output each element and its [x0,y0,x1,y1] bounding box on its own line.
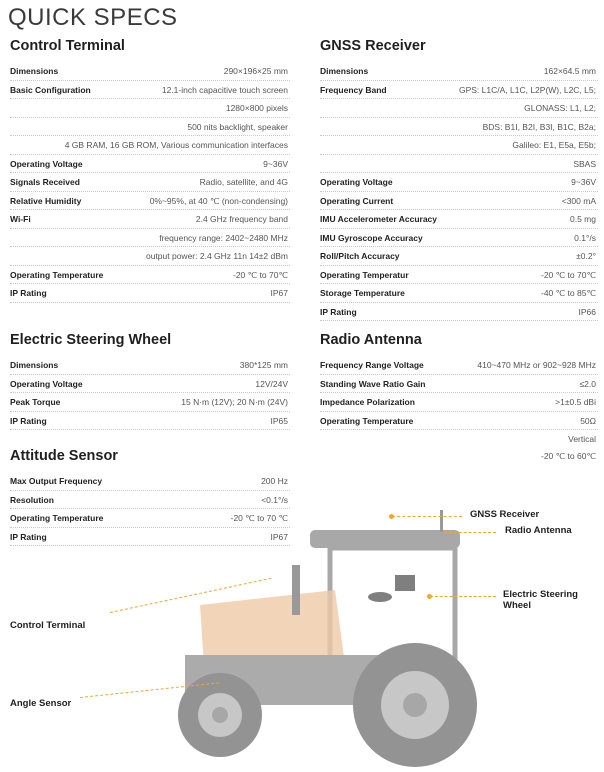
spec-row [10,229,290,248]
spec-row [320,356,598,375]
spec-label: Operating Temperature [10,269,104,280]
spec-row [320,412,598,431]
spec-value: frequency range: 2402~2480 MHz [159,232,288,243]
spec-value: 4 GB RAM, 16 GB ROM, Various communication interfaces [64,140,288,150]
spec-value: IP65 [270,415,288,426]
spec-value: Radio, satellite, and 4G [199,177,288,187]
spec-row [320,210,598,229]
steering-callout-dot [427,594,432,599]
spec-label: IP Rating [10,531,47,542]
spec-value: 380*125 mm [239,360,288,370]
gnss-receiver-section [320,38,598,321]
spec-row [10,284,290,303]
spec-label: Dimensions [10,360,59,370]
spec-row [10,155,290,174]
spec-row [320,155,598,174]
spec-value: 500 nits backlight, speaker [187,121,288,132]
spec-label: Roll/Pitch Accuracy [320,251,400,261]
spec-label: Impedance Polarization [320,397,415,407]
spec-row [10,99,290,118]
spec-value: -40 ℃ to 85℃ [540,288,596,298]
spec-row [10,210,290,229]
spec-row [10,173,290,192]
spec-value: -20 ℃ to 60℃ [540,451,596,461]
gnss-callout-dot [389,514,394,519]
spec-row [10,412,290,431]
spec-row [320,393,598,412]
section-title: Electric Steering Wheel [10,332,172,348]
spec-label: Operating Current [320,195,394,206]
spec-value: ±0.2° [576,251,596,261]
steering-callout-line [430,596,496,597]
spec-value: 0.5 mg [570,214,596,224]
spec-row [320,266,598,285]
spec-value: output power: 2.4 GHz 11n 14±2 dBm [145,251,288,261]
spec-label: Operating Voltage [10,158,83,169]
spec-row [320,303,598,322]
spec-value: <300 mA [561,195,596,206]
spec-row [320,99,598,118]
spec-label: Operating Temperatur [320,269,409,280]
spec-value: GPS: L1C/A, L1C, L2P(W), L2C, L5; [458,84,596,95]
spec-value: -20 ℃ to 70 ℃ [230,513,288,523]
radio-callout-line [444,532,496,533]
spec-value: 9~36V [571,177,596,187]
spec-row [10,375,290,394]
spec-row [10,247,290,266]
spec-row [320,173,598,192]
spec-label: Operating Temperature [320,415,414,426]
spec-label: Frequency Band [320,84,387,95]
spec-value: -20 ℃ to 70℃ [540,269,596,280]
spec-value: IP66 [578,306,596,317]
spec-value: -20 ℃ to 70℃ [232,269,288,280]
spec-row [320,62,598,81]
tractor-illustration [160,505,510,770]
gnss-callout-line [392,516,462,517]
spec-value: >1±0.5 dBi [555,397,596,407]
angle-callout: Angle Sensor [10,698,72,709]
spec-label: Max Output Frequency [10,476,103,486]
spec-value: 200 Hz [261,476,288,486]
spec-label: Signals Received [10,177,80,187]
spec-row [320,375,598,394]
spec-label: Basic Configuration [10,84,91,95]
spec-label: IP Rating [10,288,47,298]
spec-label: IMU Accelerometer Accuracy [320,214,438,224]
steering-wheel-section [10,332,290,430]
spec-label: Operating Voltage [10,378,83,389]
spec-label: Operating Voltage [320,177,393,187]
spec-label: IP Rating [10,415,47,426]
spec-label: Dimensions [10,66,59,76]
spec-value: 12.1-inch capacitive touch screen [161,84,288,95]
page-title: QUICK SPECS [8,4,178,31]
spec-row [320,136,598,155]
spec-row [320,447,598,465]
spec-row [10,472,290,491]
spec-label: Frequency Range Voltage [320,360,424,370]
spec-value: 0%~95%, at 40 ℃ (non-condensing) [149,195,288,206]
spec-value: GLONASS: L1, L2; [524,103,596,113]
spec-row [10,81,290,100]
gnss-callout: GNSS Receiver [470,509,540,520]
spec-value: 2.4 GHz frequency band [195,214,288,224]
spec-value: 162×64.5 mm [543,66,596,76]
spec-label: IMU Gyroscope Accuracy [320,232,423,243]
spec-row [320,284,598,303]
spec-row [10,266,290,285]
spec-label: IP Rating [320,306,357,317]
spec-value: Galileo: E1, E5a, E5b; [512,140,596,150]
spec-label: Peak Torque [10,397,61,407]
spec-value: Vertical [568,434,596,444]
spec-row [320,81,598,100]
spec-value: 9~36V [263,158,288,169]
spec-row [10,136,290,155]
spec-value: 410~470 MHz or 902~928 MHz [477,360,596,370]
spec-value: 290×196×25 mm [223,66,288,76]
spec-value: 50Ω [580,415,596,426]
spec-row [10,118,290,137]
spec-row [320,430,598,447]
spec-value: 12V/24V [255,378,288,389]
spec-row [320,118,598,137]
spec-label: Standing Wave Ratio Gain [320,378,426,389]
control-terminal-section [10,38,290,303]
section-title: GNSS Receiver [320,38,426,54]
spec-label: Relative Humidity [10,195,82,206]
spec-label: Resolution [10,494,54,505]
spec-value: IP67 [270,288,288,298]
spec-value: IP67 [270,531,288,542]
spec-label: Dimensions [320,66,369,76]
spec-value: ≤2.0 [579,378,596,389]
spec-value: BDS: B1I, B2I, B3I, B1C, B2a; [482,121,596,132]
radio-callout: Radio Antenna [505,525,572,536]
section-title: Attitude Sensor [10,448,118,464]
spec-row [10,62,290,81]
spec-value: 15 N·m (12V); 20 N·m (24V) [181,397,288,407]
control-callout: Control Terminal [10,620,86,631]
spec-value: 1280×800 pixels [225,103,288,113]
section-title: Radio Antenna [320,332,422,348]
spec-row [320,229,598,248]
spec-row [320,192,598,211]
spec-row [320,247,598,266]
steering-callout: Electric Steering Wheel [503,589,578,611]
spec-row [10,192,290,211]
spec-value: SBAS [573,158,596,169]
spec-label: Storage Temperature [320,288,405,298]
section-title: Control Terminal [10,38,125,54]
spec-label: Operating Temperature [10,513,104,523]
spec-row [10,393,290,412]
spec-value: <0.1°/s [261,494,288,505]
spec-label: Wi-Fi [10,214,31,224]
spec-row [10,356,290,375]
spec-value: 0.1°/s [574,232,596,243]
radio-antenna-section [320,332,598,465]
